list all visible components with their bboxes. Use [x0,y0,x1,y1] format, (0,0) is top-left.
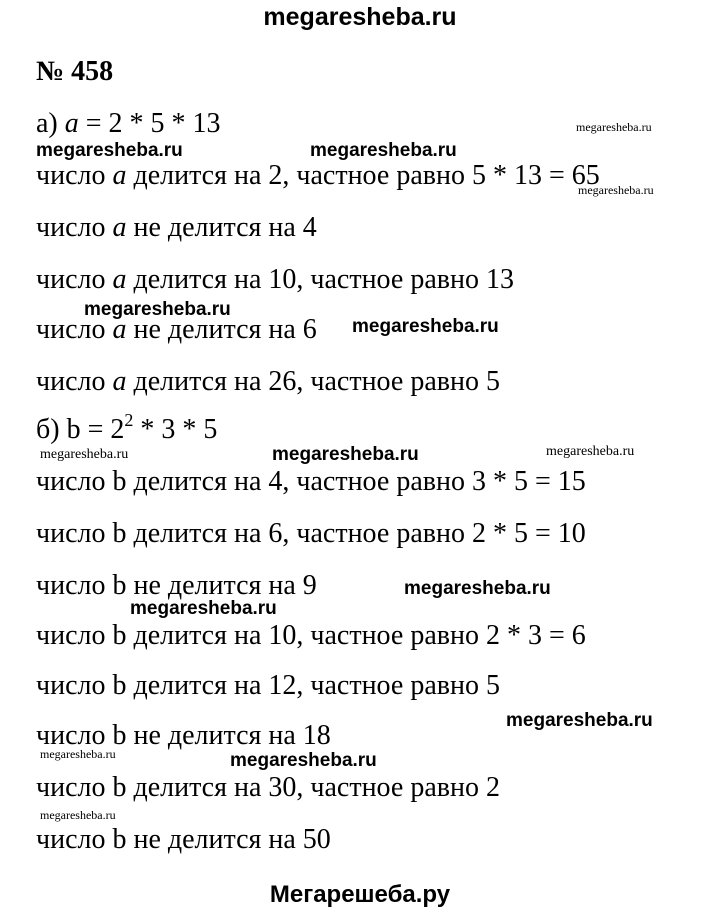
part-a-heading [36,108,221,140]
watermark: megaresheba.ru [352,316,499,337]
line-text: не делится на 6 [126,314,317,345]
part-b-prefix: б) b = 2 [36,414,125,445]
part-a-line-5 [36,366,500,398]
variable-a: a [112,160,127,191]
part-b-line-4: число b делится на 10, частное равно 2 * 3 = 6 [36,620,586,651]
watermark: megaresheba.ru [40,447,129,462]
part-a-expression: = 2 * 5 * 13 [78,108,221,139]
watermark: megaresheba.ru [578,183,654,197]
part-b-line-3: число b не делится на 9 [36,570,317,601]
watermark: megaresheba.ru [40,747,116,761]
watermark: megaresheba.ru [576,120,652,134]
line-text: делится на 26, частное равно 5 [126,366,500,397]
variable-a: a [112,264,127,295]
line-text: делится на 10, частное равно 13 [126,264,514,295]
watermark: megaresheba.ru [310,140,457,161]
line-text: число [36,264,113,295]
watermark: megaresheba.ru [84,299,231,320]
watermark: megaresheba.ru [36,140,183,161]
variable-a: a [112,314,127,345]
line-text: число [36,212,113,243]
line-text: не делится на 4 [126,212,317,243]
watermark: megaresheba.ru [230,750,377,771]
variable-a: a [112,212,127,243]
line-text: делится на 2, частное равно 5 * 13 = 65 [126,160,600,191]
line-text: число [36,160,113,191]
exponent: 2 [124,409,134,430]
watermark: megaresheba.ru [130,598,277,619]
part-a-line-2 [36,212,317,244]
site-header: megaresheba.ru [263,3,457,31]
part-b-line-6: число b не делится на 18 [36,720,331,751]
part-a-prefix: а) [36,108,65,139]
part-b-line-1: число b делится на 4, частное равно 3 * 5 = 15 [36,466,586,497]
part-a-line-3 [36,264,514,296]
part-b-line-5: число b делится на 12, частное равно 5 [36,670,500,701]
watermark: megaresheba.ru [546,444,635,459]
part-a-line-1 [36,160,600,192]
part-b-line-2: число b делится на 6, частное равно 2 * 5 = 10 [36,518,586,549]
line-text: число [36,314,113,345]
part-b-line-8: число b не делится на 50 [36,824,331,855]
problem-number: № 458 [36,56,114,87]
variable-a: a [112,366,127,397]
line-text: число [36,366,113,397]
watermark: megaresheba.ru [404,578,551,599]
site-footer: Мегарешеба.ру [269,881,451,908]
part-b-expression: * 3 * 5 [133,414,218,445]
watermark: megaresheba.ru [272,444,419,465]
variable-a: a [64,108,79,139]
watermark: megaresheba.ru [506,710,653,731]
watermark: megaresheba.ru [40,808,116,822]
part-b-heading [36,409,218,446]
part-b-line-7: число b делится на 30, частное равно 2 [36,772,500,803]
